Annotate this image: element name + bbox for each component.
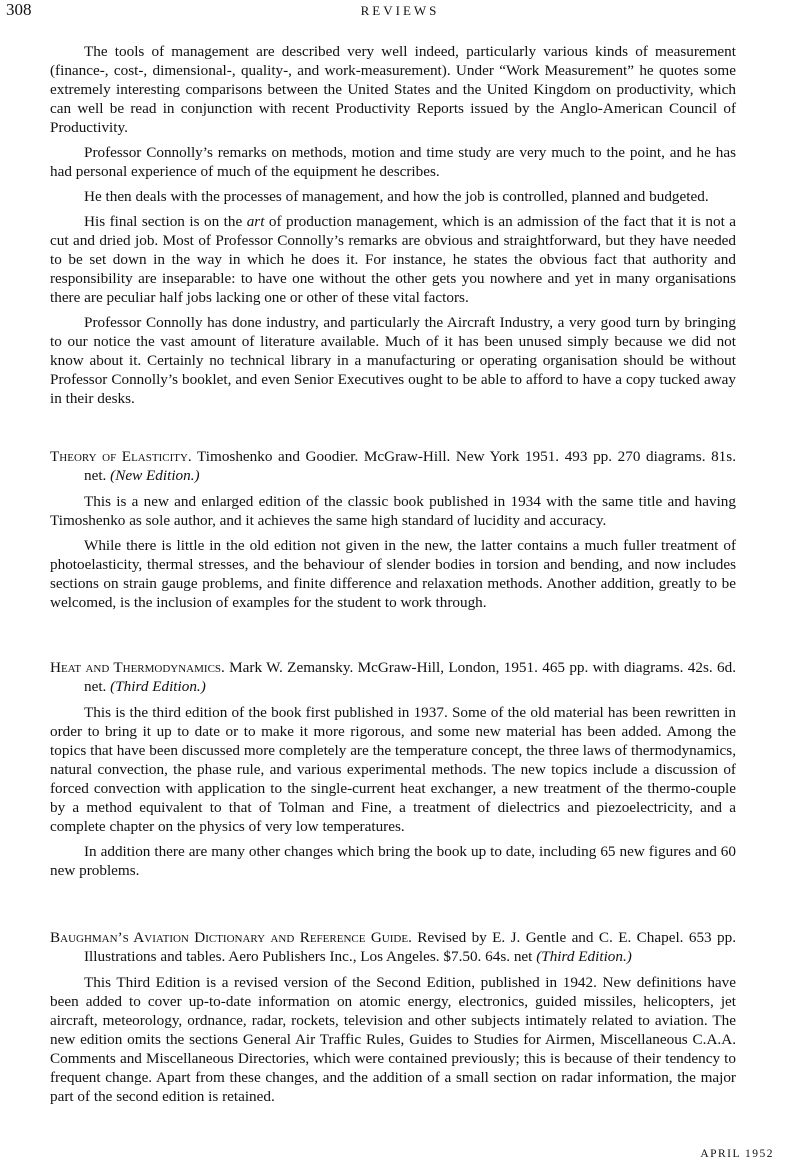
book-citation: [50, 447, 736, 485]
paragraph: He then deals with the processes of management, and how the job is controlled, planned and budgeted.: [84, 188, 709, 205]
paragraph: This Third Edition is a revised version of the Second Edition, published in 1942. New definitions have been added to cover up-to-date information on atomic energy, electronics, guided missiles, helicopters, jet aircraft, meteorology, ordnance, radar, rockets, television and other subjects intimately related to aviation. The new edition omits the sections General Air Traffic Rules, Guides to Studies for Airmen, Miscellaneous C.A.A. Comments and Miscellaneous Directories, which were contained previously; this is because of their tendency to frequent change. Apart from these changes, and the addition of a small section on radar information, the major part of the second edition is retained.: [50, 974, 736, 1105]
book-details: Timoshenko and Goodier. McGraw-Hill. New York 1951. 493 pp. 270 diagrams. 81s. net.: [84, 448, 736, 484]
emphasis-art: art: [246, 213, 265, 230]
book-details: Mark W. Zemansky. McGraw-Hill, London, 1951. 465 pp. with diagrams. 42s. 6d. net.: [84, 659, 736, 695]
review-aviation-dictionary: [50, 928, 736, 1106]
book-citation: [50, 928, 736, 966]
paragraph: The tools of management are described very well indeed, particularly various kinds of measurement (finance-, cost-, dimensional-, quality-, and work-measurement). Under “Work Measurement” he quotes some extremely interesting comparisons between the United States and the United Kingdom on productivity, which can well be read in conjunction with recent Productivity Reports issued by the Anglo-American Council of Productivity.: [50, 43, 736, 136]
review-theory-of-elasticity: [50, 447, 736, 612]
page-number: 308: [6, 0, 32, 19]
paragraph: Professor Connolly’s remarks on methods, motion and time study are very much to the point, and he has had personal experience of much of the equipment he describes.: [50, 144, 736, 180]
paragraph: Professor Connolly has done industry, and particularly the Aircraft Industry, a very good turn by bringing to our notice the vast amount of literature available. Much of it has been unused simply because we did not know about it. Certainly no technical library in a manufacturing or operating organisation should be without Professor Connolly’s booklet, and even Senior Executives ought to be able to afford to have a copy tucked away in their desks.: [50, 314, 736, 407]
book-citation: [50, 658, 736, 696]
paragraph: In addition there are many other changes which bring the book up to date, including 65 new figures and 60 new problems.: [50, 843, 736, 879]
book-edition: (New Edition.): [110, 467, 200, 484]
paragraph: This is the third edition of the book first published in 1937. Some of the old material has been rewritten in order to bring it up to date or to make it more rigorous, and some new material has been added. Among the topics that have been discussed more completely are the temperature concept, the three laws of thermodynamics, natural convection, the phase rule, and various experimental methods. The new topics include a discussion of forced convection with application to the single-current heat exchanger, a new treatment of the thermo-couple by a method equivalent to that of Tolman and Fine, a treatment of dielectrics and piezoelectricity, and a complete chapter on the physics of very low temperatures.: [50, 704, 736, 835]
paragraph-text: His final section is on the: [84, 213, 243, 230]
paragraph-text: of production management, which is an admission of the fact that it is not a cut and dried job. Most of Professor Connolly’s remarks are obvious and straightforward, but they have needed to be set down in the way in which he does it. For instance, he states the obvious fact that authority and responsibility are inseparable: to have one without the other gets you nowhere and yet in many organisations there are peculiar half jobs lacking one or other of these vital factors.: [50, 213, 737, 306]
review-management-continued: [50, 42, 736, 408]
book-title: Heat and Thermodynamics.: [50, 659, 225, 676]
book-edition: (Third Edition.): [110, 678, 206, 695]
page-body: [50, 42, 736, 1112]
book-title: Theory of Elasticity.: [50, 448, 192, 465]
paragraph: This is a new and enlarged edition of the classic book published in 1934 with the same title and having Timoshenko as sole author, and it achieves the same high standard of lucidity and accuracy.: [50, 493, 736, 529]
book-edition: (Third Edition.): [536, 948, 632, 965]
book-title: Baughman’s Aviation Dictionary and Reference Guide.: [50, 929, 412, 946]
review-heat-and-thermodynamics: [50, 658, 736, 880]
issue-date: APRIL 1952: [700, 1148, 774, 1160]
paragraph: [50, 212, 736, 307]
book-details: Revised by E. J. Gentle and C. E. Chapel. 653 pp. Illustrations and tables. Aero Publishers Inc., Los Angeles. $7.50. 64s. net: [84, 929, 736, 965]
paragraph: While there is little in the old edition not given in the new, the latter contains a much fuller treatment of photoelasticity, thermal stresses, and the behaviour of slender bodies in torsion and bending, and now includes sections on strain gauge problems, and finite difference and relaxation methods. Another addition, greatly to be welcomed, is the inclusion of examples for the student to work through.: [50, 537, 736, 611]
running-title: REVIEWS: [360, 3, 440, 18]
